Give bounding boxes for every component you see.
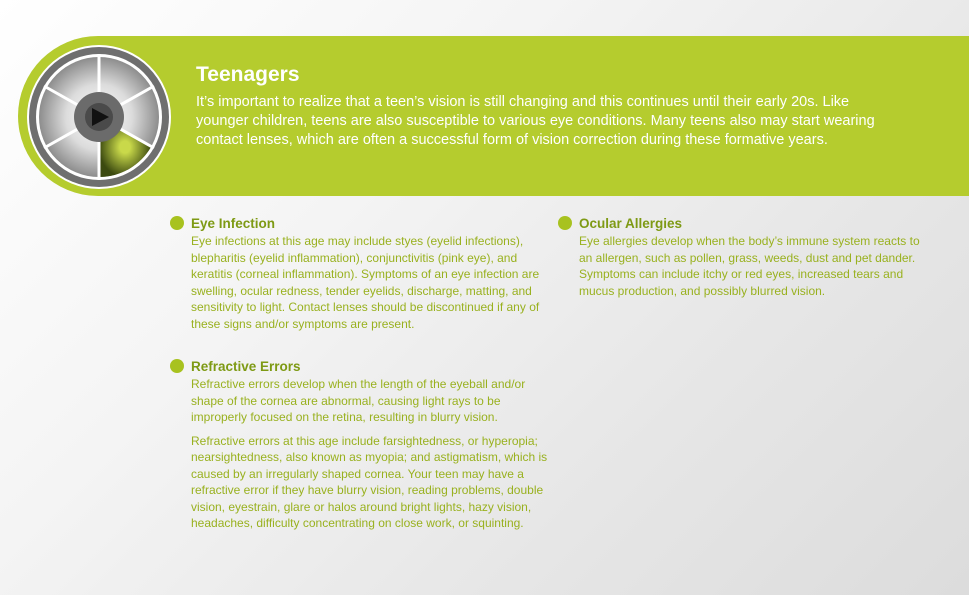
section-title: Eye Infection [191,216,276,231]
section-body: Refractive errors at this age include farsightedness, or hyperopia; nearsightedness, also known as myopia; and astigmatism, which is caused by an irregularly shaped cornea. Your teen may have a refractive error if they have blurry vision, reading problems, double vision, eyestrain, glare or halos around bright lights, hazy vision, headaches, difficulty concentrating on close work, or squinting. [191,433,548,530]
intro-paragraph: It’s important to realize that a teen’s vision is still changing and this continues until their early 20s. Like younger children, teens are also susceptible to various eye conditions. Many teens also may start wearing contact lenses, which are often a successful form of vision correction during these formative years. [196,94,875,148]
header-text [196,62,896,150]
green-dot-bullet-icon [170,216,184,230]
section-body: Eye infections at this age may include styes (eyelid infections), blepharitis (eyelid inflammation), conjunctivitis (pink eye), and keratitis (corneal inflammation). Symptoms of an eye infection are swelling, ocular redness, tender eyelids, discharge, matting, and sensitivity to light. Contact lenses should be discontinued if any of these signs and/or symptoms are present. [191,234,540,331]
green-dot-bullet-icon [170,359,184,373]
section-body: Refractive errors develop when the length of the eyeball and/or shape of the cornea are abnormal, causing light rays to be improperly focused on the retina, resulting in blurry vision. [191,377,526,424]
section-eye-infection [191,215,549,332]
page-title: Teenagers [196,63,300,86]
section-ocular-allergies [579,215,931,299]
eye-segment-logo-icon [26,44,172,190]
section-refractive-errors [191,358,549,532]
section-body: Eye allergies develop when the body’s immune system reacts to an allergen, such as pollen, grass, weeds, dust and pet dander. Symptoms can include itchy or red eyes, increased tears and mucus production, and possibly blurred vision. [579,234,920,298]
green-dot-bullet-icon [558,216,572,230]
section-title: Refractive Errors [191,359,301,374]
section-title: Ocular Allergies [579,216,683,231]
